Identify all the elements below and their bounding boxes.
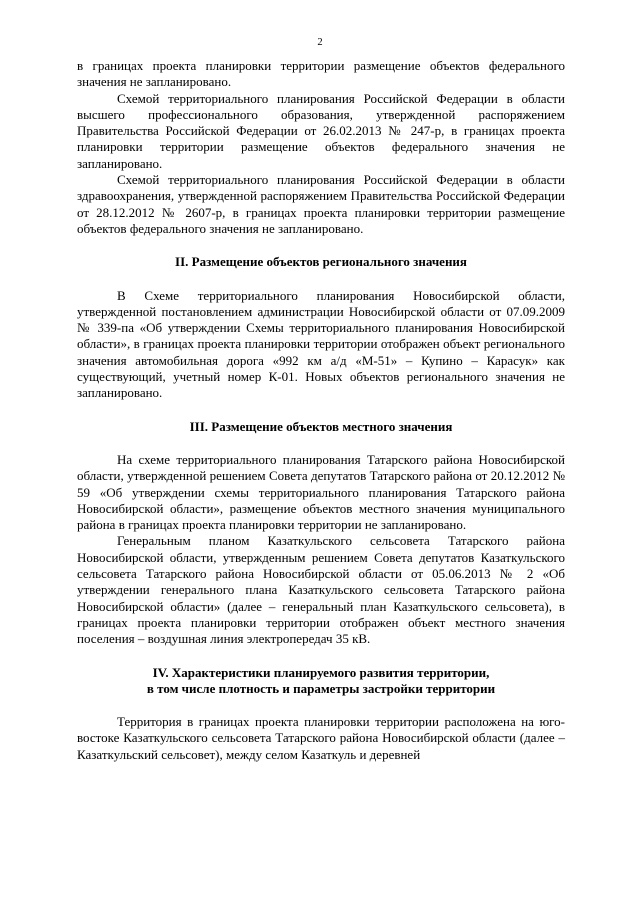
section-heading-local: III. Размещение объектов местного значения bbox=[189, 418, 453, 434]
paragraph-district-scheme: На схеме территориального планирования Татарского района Новосибирской области, утвержденной решением Совета депутатов Татарского района от 20.12.2012 № 59 «Об утверждении схемы территориального планирования Татарского района Новосибирской области», размещение объектов местного значения муниципального района в границах проекта планировки территории не запланировано. bbox=[77, 451, 565, 533]
paragraph-general-plan: Генеральным планом Казаткульского сельсовета Татарского района Новосибирской области, утвержденным решением Совета депутатов Казаткульского сельсовета Татарского района Новосибирской области от 05.06.2013 № 2 «Об утверждении генерального плана Казаткульского сельсовета Татарского района Новосибирской области» (далее – генеральный план Казаткульского сельсовета), в границах проекта планировки территории отображен объект местного значения поселения – воздушная линия электропередач 35 кВ. bbox=[77, 533, 565, 647]
section-heading-development-line2: в том числе плотность и параметры застройки территории bbox=[146, 680, 496, 696]
document-body bbox=[77, 58, 565, 763]
paragraph-continuation: в границах проекта планировки территории размещение объектов федерального значения не запланировано. bbox=[77, 58, 565, 90]
section-heading-development bbox=[77, 665, 565, 698]
paragraph-healthcare-scheme: Схемой территориального планирования Российской Федерации в области здравоохранения, утвержденной распоряжением Правительства Российской Федерации от 28.12.2012 № 2607-р, в границах проекта планировки территории размещение объектов федерального значения не запланировано. bbox=[77, 172, 565, 236]
section-heading-development-line1: IV. Характеристики планируемого развития территории, bbox=[152, 664, 490, 680]
page-number: 2 bbox=[317, 37, 323, 48]
paragraph-education-scheme: Схемой территориального планирования Российской Федерации в области высшего профессионального образования, утвержденной распоряжением Правительства Российской Федерации от 26.02.2013 № 247-р, в границах проекта планировки территории размещение объектов федерального значения не запланировано. bbox=[77, 90, 565, 171]
paragraph-regional-objects: В Схеме территориального планирования Новосибирской области, утвержденной постановлением администрации Новосибирской области от 07.09.2009 № 339-па «Об утверждении Схемы территориального планирования Новосибирской области», в границах проекта планировки территории отображен объект регионального значения автомобильная дорога «992 км а/д «М-51» – Купино – Карасук» как существующий, учетный номер К-01. Новых объектов регионального значения не запланировано. bbox=[77, 287, 565, 401]
paragraph-territory-location: Территория в границах проекта планировки территории расположена на юго-востоке Казаткульского сельсовета Татарского района Новосибирской области (далее – Казаткульский сельсовет), между селом Казаткуль и деревней bbox=[77, 714, 565, 762]
section-heading-regional: II. Размещение объектов регионального значения bbox=[175, 254, 467, 270]
